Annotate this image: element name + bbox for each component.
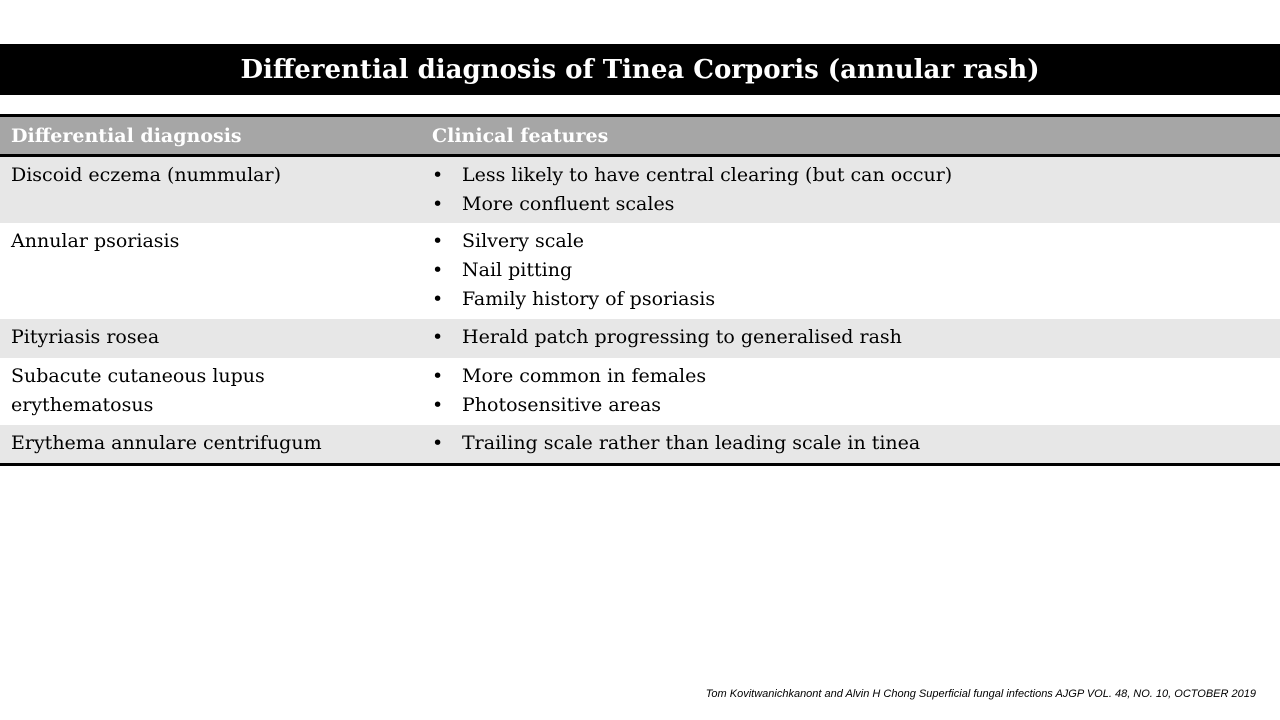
feature-text: More confluent scales: [462, 193, 675, 215]
list-item: [432, 190, 1280, 219]
list-item: [432, 161, 1280, 190]
differential-diagnosis-table: [0, 114, 1280, 466]
bullet-icon: •: [432, 193, 444, 215]
list-item: [432, 285, 1280, 314]
features-cell: [421, 358, 1280, 425]
features-cell: [421, 157, 1280, 223]
feature-text: Less likely to have central clearing (but can occur): [462, 164, 953, 186]
table-row: [0, 425, 1280, 463]
list-item: [432, 227, 1280, 256]
bullet-icon: •: [432, 432, 444, 454]
features-cell: [421, 223, 1280, 319]
bullet-icon: •: [432, 365, 444, 387]
bullet-icon: •: [432, 259, 444, 281]
list-item: [432, 256, 1280, 285]
bullet-icon: •: [432, 230, 444, 252]
feature-text: Photosensitive areas: [462, 394, 662, 416]
slide-title: Differential diagnosis of Tinea Corporis (annular rash): [240, 54, 1040, 85]
feature-text: Trailing scale rather than leading scale in tinea: [462, 432, 921, 454]
header-clinical-features: Clinical features: [432, 124, 609, 147]
feature-text: Family history of psoriasis: [462, 288, 716, 310]
bullet-icon: •: [432, 394, 444, 416]
features-cell: [421, 319, 1280, 358]
feature-list: [432, 362, 1280, 420]
table-row: [0, 319, 1280, 358]
feature-text: More common in females: [462, 365, 707, 387]
bullet-icon: •: [432, 326, 444, 348]
feature-text: Nail pitting: [462, 259, 573, 281]
feature-list: [432, 161, 1280, 219]
list-item: [432, 323, 1280, 352]
diagnosis-cell: Subacute cutaneous lupus erythematosus: [11, 365, 265, 416]
diagnosis-cell: Discoid eczema (nummular): [11, 164, 281, 186]
diagnosis-cell: Erythema annulare centrifugum: [11, 432, 322, 454]
citation-text: Tom Kovitwanichkanont and Alvin H Chong Superficial fungal infections AJGP VOL. 48, NO. 10, OCTOBER 2019: [705, 688, 1256, 700]
table-row: [0, 358, 1280, 425]
diagnosis-cell: Annular psoriasis: [11, 230, 180, 252]
diagnosis-cell: Pityriasis rosea: [11, 326, 160, 348]
feature-list: [432, 323, 1280, 352]
feature-text: Herald patch progressing to generalised rash: [462, 326, 902, 348]
bullet-icon: •: [432, 164, 444, 186]
feature-list: [432, 227, 1280, 314]
feature-text: Silvery scale: [462, 230, 585, 252]
bullet-icon: •: [432, 288, 444, 310]
table-row: [0, 223, 1280, 319]
header-differential-diagnosis: Differential diagnosis: [11, 124, 242, 147]
table-row: [0, 157, 1280, 223]
list-item: [432, 391, 1280, 420]
slide-title-bar: [0, 44, 1280, 95]
feature-list: [432, 429, 1280, 458]
table-header: [0, 117, 1280, 157]
features-cell: [421, 425, 1280, 463]
list-item: [432, 429, 1280, 458]
list-item: [432, 362, 1280, 391]
